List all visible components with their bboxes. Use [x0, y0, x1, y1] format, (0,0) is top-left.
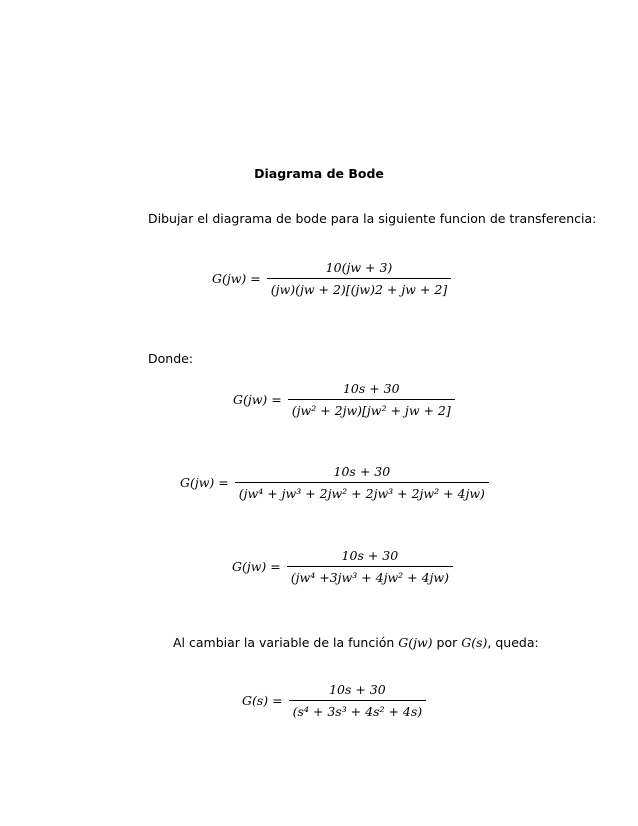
equation-4	[232, 548, 453, 585]
equation-4-lhs: G(jw) =	[232, 559, 281, 574]
variable-change-part1: Al cambiar la variable de la función	[173, 635, 399, 650]
equation-3-numerator: 10s + 30	[333, 464, 391, 479]
equation-1-denominator: (jw)(jw + 2)[(jw)2 + jw + 2]	[267, 278, 451, 297]
equation-4-numerator: 10s + 30	[341, 548, 399, 563]
variable-change-part2: por	[432, 635, 462, 650]
equation-2-numerator: 10s + 30	[342, 381, 400, 396]
variable-s-function: G(s)	[461, 635, 488, 650]
equation-2	[233, 381, 455, 418]
equation-5-denominator: (s⁴ + 3s³ + 4s² + 4s)	[289, 700, 427, 719]
equation-3-lhs: G(jw) =	[180, 475, 229, 490]
equation-5-fraction	[289, 682, 427, 719]
variable-jw-function: G(jw)	[398, 635, 433, 650]
equation-1-lhs: G(jw) =	[212, 271, 261, 286]
donde-label: Donde:	[148, 351, 194, 366]
page-title: Diagrama de Bode	[254, 166, 384, 181]
equation-1-fraction	[267, 260, 451, 297]
variable-change-part3: , queda:	[487, 635, 539, 650]
equation-5	[242, 682, 426, 719]
equation-2-denominator: (jw² + 2jw)[jw² + jw + 2]	[288, 399, 455, 418]
equation-4-denominator: (jw⁴ +3jw³ + 4jw² + 4jw)	[287, 566, 453, 585]
variable-change-text	[173, 635, 539, 650]
equation-2-lhs: G(jw) =	[233, 392, 282, 407]
equation-5-numerator: 10s + 30	[329, 682, 386, 697]
equation-2-fraction	[288, 381, 455, 418]
intro-text: Dibujar el diagrama de bode para la siguiente funcion de transferencia:	[148, 211, 597, 226]
equation-3-denominator: (jw⁴ + jw³ + 2jw² + 2jw³ + 2jw² + 4jw)	[235, 482, 489, 501]
equation-4-fraction	[287, 548, 453, 585]
equation-3	[180, 464, 489, 501]
equation-1	[212, 260, 451, 297]
equation-1-numerator: 10(jw + 3)	[325, 260, 393, 275]
equation-5-lhs: G(s) =	[242, 693, 283, 708]
equation-3-fraction	[235, 464, 489, 501]
